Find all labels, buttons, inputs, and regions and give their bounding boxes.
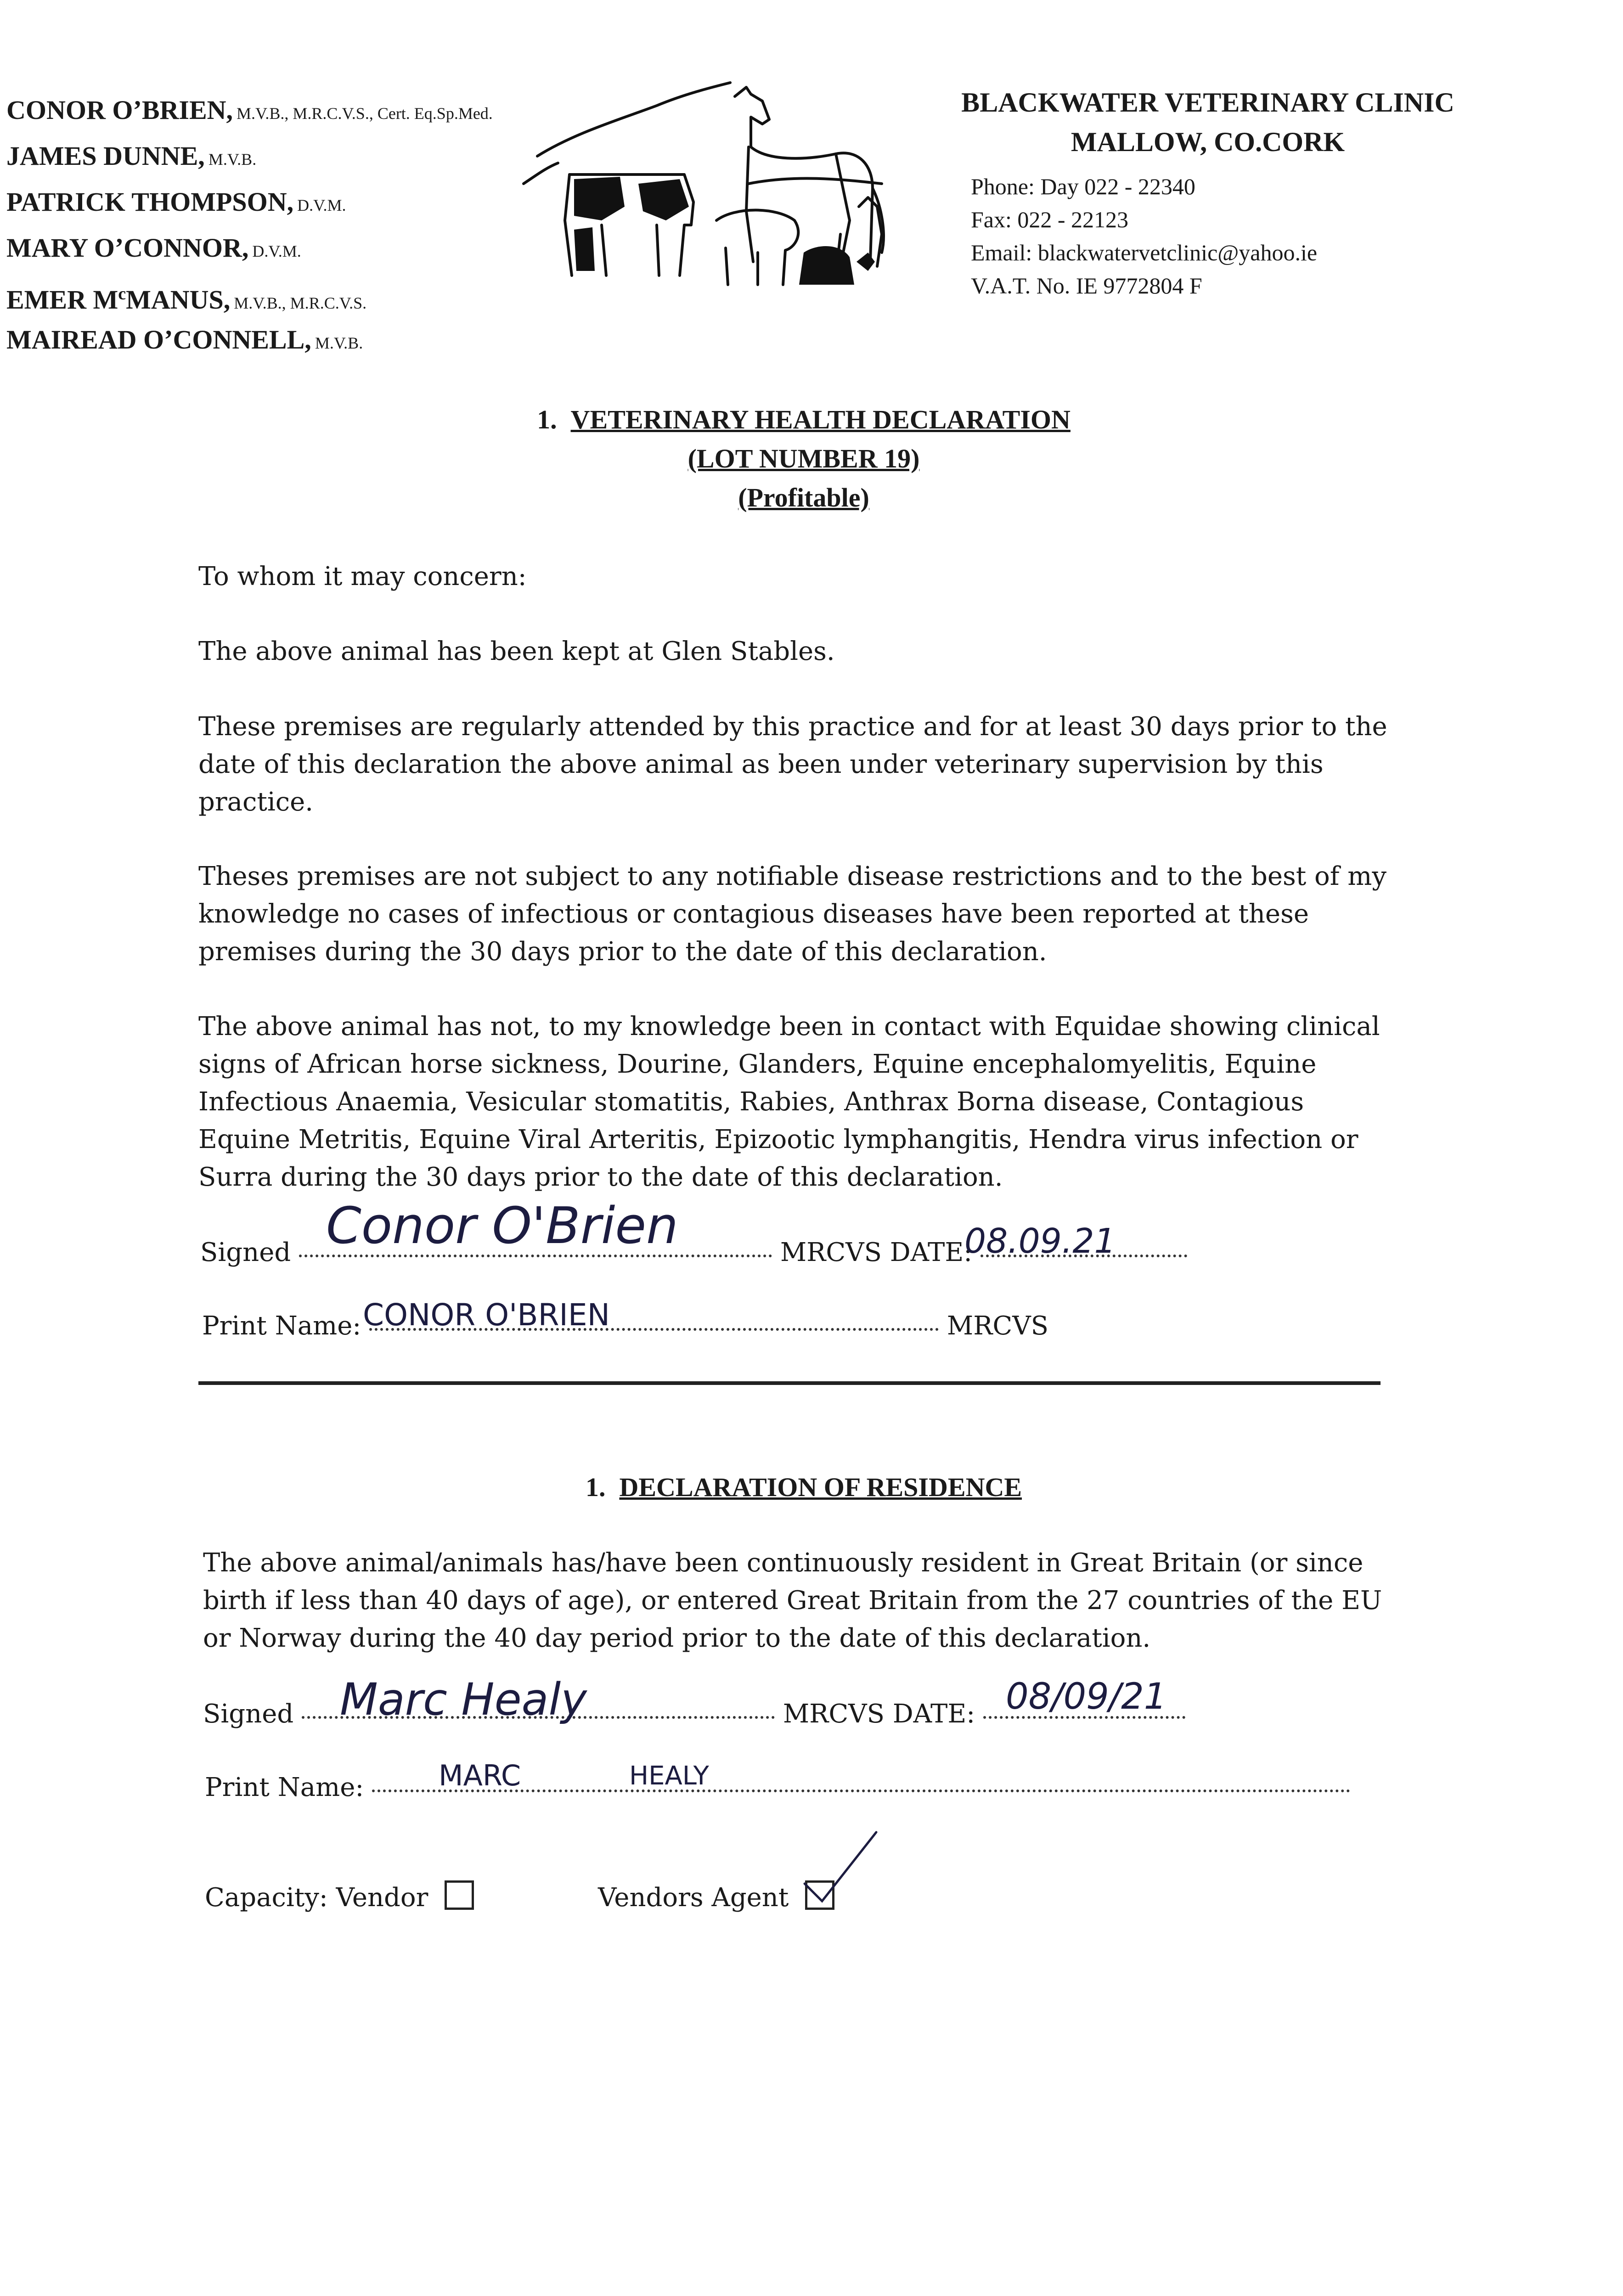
vet-line: [6, 271, 580, 317]
mrcvs-suffix: MRCVS: [947, 1311, 1049, 1341]
print-name-label: Print Name:: [205, 1773, 364, 1802]
vet-line: [6, 133, 580, 179]
vet-name: MARY O’CONNOR,: [6, 233, 249, 263]
vet-list: [6, 87, 580, 363]
vet-qualifications: D.V.M.: [252, 242, 301, 260]
handwritten-signature: Conor O'Brien: [326, 1196, 678, 1255]
clinic-vat: V.A.T. No. IE 9772804 F: [971, 273, 1202, 298]
capacity-vendor-label: Capacity: Vendor: [205, 1883, 428, 1913]
health-declaration-title: [230, 404, 1378, 435]
vendors-agent-checkbox[interactable]: [805, 1880, 834, 1910]
animals-illustration-icon: [519, 69, 923, 326]
vet-name: PATRICK THOMPSON,: [6, 187, 294, 217]
handwritten-print-last: HEALY: [629, 1761, 709, 1791]
mrcvs-date-label: MRCVS DATE:: [783, 1699, 975, 1729]
vet-line: [6, 225, 580, 271]
capacity-row: [205, 1880, 474, 1913]
vet-qualifications: M.V.B., M.R.C.V.S., Cert. Eq.Sp.Med.: [237, 104, 493, 123]
clinic-name: BLACKWATER VETERINARY CLINIC: [961, 87, 1454, 118]
handwritten-date: 08.09.21: [964, 1221, 1116, 1261]
paragraph: The above animal has been kept at Glen Stables.: [198, 636, 835, 666]
residence-declaration-title: [230, 1472, 1378, 1503]
horse-name: (Profitable): [738, 483, 869, 512]
vet-name-part: EMER M: [6, 285, 118, 315]
salutation: To whom it may concern:: [198, 562, 527, 591]
handwritten-date: 08/09/21: [1006, 1676, 1167, 1717]
handwritten-signature: Marc Healy: [340, 1674, 587, 1725]
vet-name-part: MANUS,: [126, 285, 231, 315]
vendors-agent-label: Vendors Agent: [598, 1883, 789, 1913]
clinic-phone: Phone: Day 022 - 22340: [971, 174, 1195, 199]
paragraph: Theses premises are not subject to any notifiable disease restrictions and to the best of my knowledge no cases of infectious or contagious diseases have been reported at these premises during the 30 days prior to the date of this declaration.: [198, 861, 1386, 967]
vendors-agent-row: [598, 1880, 834, 1913]
print-name-row: [205, 1773, 1350, 1802]
section-divider: [198, 1381, 1381, 1385]
vet-qualifications: M.V.B., M.R.C.V.S.: [234, 294, 367, 312]
section-title: DECLARATION OF RESIDENCE: [619, 1472, 1022, 1502]
vet-qualifications: M.V.B.: [315, 334, 363, 352]
clinic-location: MALLOW, CO.CORK: [1071, 127, 1345, 157]
mrcvs-date-label: MRCVS DATE:: [780, 1238, 973, 1267]
paragraph: These premises are regularly attended by this practice and for at least 30 days prior to the date of this declaration the above animal as been under veterinary supervision by this practice.: [198, 712, 1387, 817]
vet-line: [6, 87, 580, 133]
lot-number: (LOT NUMBER 19): [688, 444, 920, 473]
vendor-checkbox[interactable]: [445, 1880, 474, 1910]
clinic-block: [937, 83, 1479, 298]
handwritten-print-first: MARC: [439, 1759, 521, 1792]
signed-label: Signed: [200, 1238, 291, 1267]
vet-name: JAMES DUNNE,: [6, 141, 205, 171]
section-number: 1.: [585, 1472, 606, 1502]
checkmark-icon: [803, 1823, 895, 1915]
vet-line: [6, 179, 580, 225]
paragraph: The above animal/animals has/have been continuously resident in Great Britain (or since birth if less than 40 days of age), or entered Great Britain from the 27 countries of the EU or Norway during the 40 day period prior to the date of this declaration.: [203, 1548, 1382, 1653]
print-name-row: [202, 1311, 1048, 1341]
vet-qualifications: D.V.M.: [297, 196, 346, 214]
section-title: VETERINARY HEALTH DECLARATION: [570, 405, 1071, 434]
clinic-email: Email: blackwatervetclinic@yahoo.ie: [971, 240, 1318, 265]
vet-qualifications: M.V.B.: [208, 150, 257, 169]
print-name-label: Print Name:: [202, 1311, 361, 1341]
vet-line: [6, 317, 580, 363]
section-number: 1.: [537, 405, 557, 434]
clinic-contact-info: [971, 170, 1317, 302]
vet-name: CONOR O’BRIEN,: [6, 95, 233, 125]
paragraph: The above animal has not, to my knowledge been in contact with Equidae showing clinical signs of African horse sickness, Dourine, Glanders, Equine encephalomyelitis, Equine Infectious Anaemia, Vesicular stomatitis, Rabies, Anthrax Borna disease, Contagious Equine Metritis, Equine Viral Arteritis, Epizootic lymphangitis, Hendra virus infection or Surra during the 30 days prior to the date of this declaration.: [198, 1012, 1380, 1192]
vet-name: [6, 285, 230, 315]
handwritten-print-name: CONOR O'BRIEN: [363, 1297, 610, 1333]
vet-name: MAIREAD O’CONNELL,: [6, 325, 311, 355]
clinic-fax: Fax: 022 - 22123: [971, 207, 1129, 232]
signed-label: Signed: [203, 1699, 294, 1729]
vet-name-superscript: c: [118, 284, 126, 304]
clinic-logo-animals: [519, 69, 923, 326]
